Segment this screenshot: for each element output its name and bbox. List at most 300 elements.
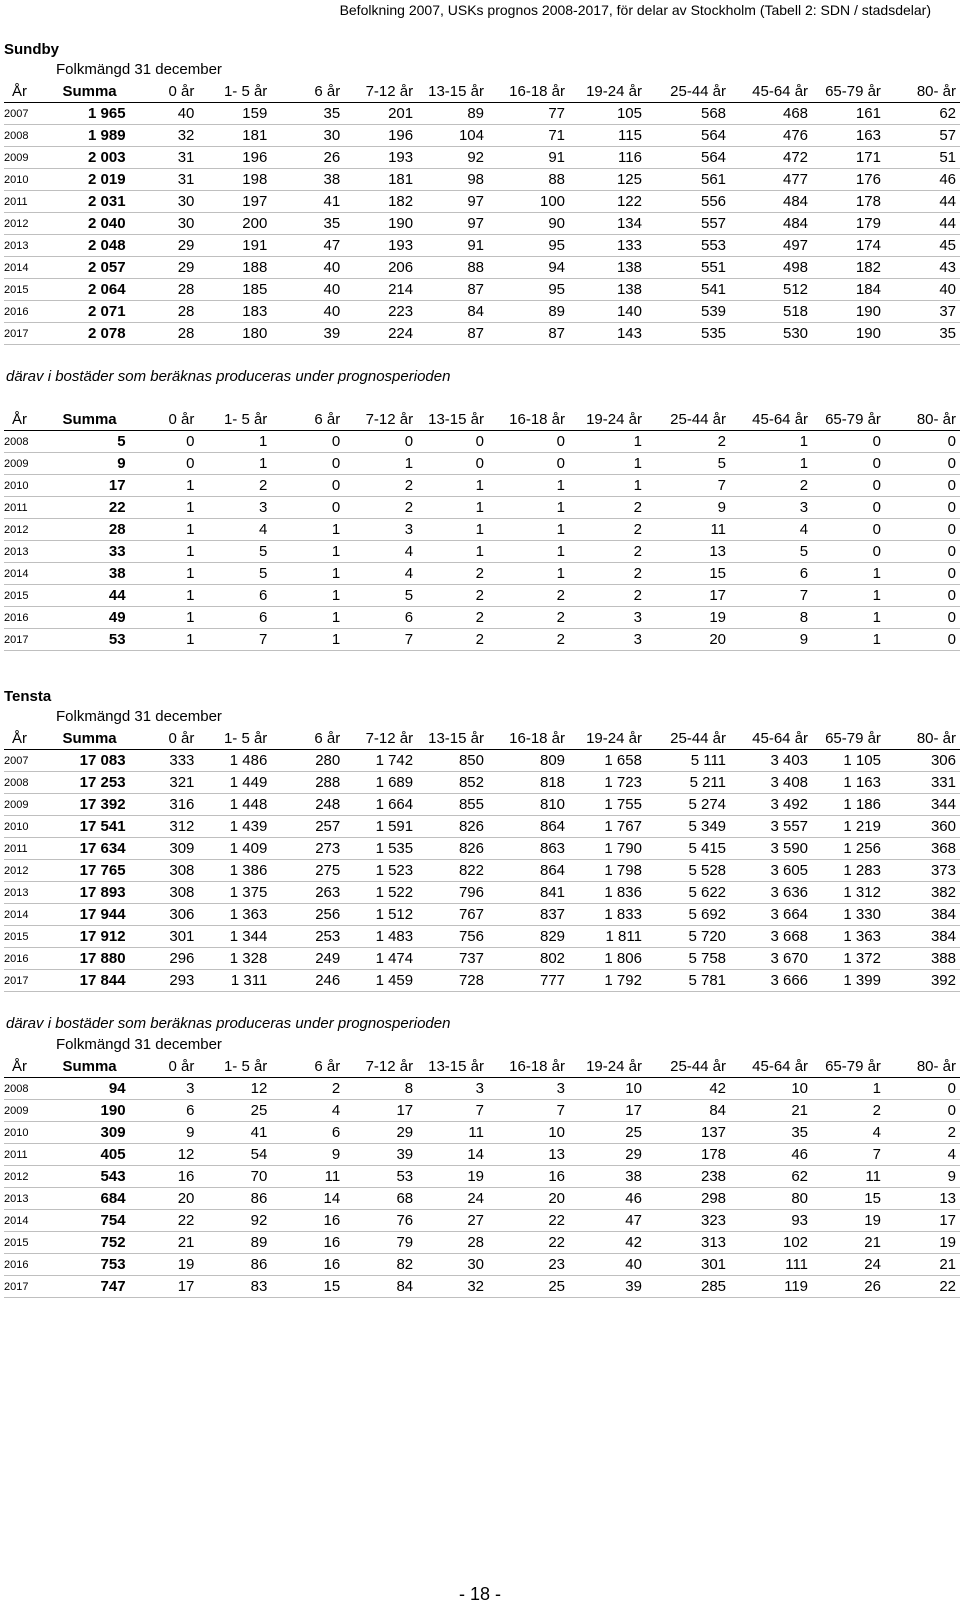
sum-cell: 5 xyxy=(42,431,129,453)
value-cell: 86 xyxy=(198,1254,271,1276)
value-cell: 5 xyxy=(344,585,417,607)
value-cell: 360 xyxy=(885,816,960,838)
value-cell: 87 xyxy=(488,323,569,345)
value-cell: 3 666 xyxy=(730,970,812,992)
value-cell: 4 xyxy=(198,519,271,541)
value-cell: 301 xyxy=(130,926,199,948)
column-header: 65-79 år xyxy=(812,727,885,750)
value-cell: 822 xyxy=(417,860,488,882)
new-housing-table-sundby xyxy=(4,408,960,651)
year-cell: 2009 xyxy=(4,794,42,816)
new-housing-subtitle: därav i bostäder som beräknas produceras under prognosperioden xyxy=(6,368,451,385)
value-cell: 19 xyxy=(646,607,730,629)
table-row xyxy=(4,1166,960,1188)
value-cell: 5 349 xyxy=(646,816,730,838)
value-cell: 77 xyxy=(488,103,569,125)
value-cell: 80 xyxy=(730,1188,812,1210)
page-title: Befolkning 2007, USKs prognos 2008-2017, för delar av Stockholm (Tabell 2: SDN / stadsdelar) xyxy=(339,2,931,18)
value-cell: 88 xyxy=(488,169,569,191)
value-cell: 46 xyxy=(569,1188,646,1210)
sum-cell: 9 xyxy=(42,453,129,475)
value-cell: 62 xyxy=(730,1166,812,1188)
page-number: - 18 - xyxy=(458,1584,501,1604)
value-cell: 30 xyxy=(130,191,199,213)
sum-cell: 33 xyxy=(42,541,129,563)
value-cell: 518 xyxy=(730,301,812,323)
value-cell: 0 xyxy=(885,1100,960,1122)
value-cell: 17 xyxy=(569,1100,646,1122)
sum-cell: 2 048 xyxy=(42,235,129,257)
sum-cell: 1 989 xyxy=(42,125,129,147)
sum-cell: 1 965 xyxy=(42,103,129,125)
table-row xyxy=(4,497,960,519)
value-cell: 94 xyxy=(488,257,569,279)
value-cell: 2 xyxy=(488,585,569,607)
value-cell: 91 xyxy=(417,235,488,257)
value-cell: 0 xyxy=(885,563,960,585)
value-cell: 3 670 xyxy=(730,948,812,970)
table-row xyxy=(4,816,960,838)
value-cell: 27 xyxy=(417,1210,488,1232)
value-cell: 4 xyxy=(344,541,417,563)
column-header: 19-24 år xyxy=(569,727,646,750)
value-cell: 5 781 xyxy=(646,970,730,992)
value-cell: 384 xyxy=(885,904,960,926)
value-cell: 115 xyxy=(569,125,646,147)
value-cell: 17 xyxy=(130,1276,199,1298)
year-cell: 2015 xyxy=(4,926,42,948)
population-subtitle: Folkmängd 31 december xyxy=(56,61,222,78)
value-cell: 11 xyxy=(271,1166,344,1188)
value-cell: 0 xyxy=(885,519,960,541)
value-cell: 182 xyxy=(344,191,417,213)
value-cell: 541 xyxy=(646,279,730,301)
column-header: 80- år xyxy=(885,408,960,431)
value-cell: 89 xyxy=(417,103,488,125)
value-cell: 32 xyxy=(417,1276,488,1298)
year-cell: 2011 xyxy=(4,191,42,213)
column-header: År xyxy=(4,727,42,750)
value-cell: 15 xyxy=(271,1276,344,1298)
value-cell: 1 xyxy=(812,563,885,585)
value-cell: 92 xyxy=(198,1210,271,1232)
table-row xyxy=(4,904,960,926)
value-cell: 28 xyxy=(130,279,199,301)
value-cell: 79 xyxy=(344,1232,417,1254)
year-cell: 2009 xyxy=(4,453,42,475)
value-cell: 384 xyxy=(885,926,960,948)
year-cell: 2008 xyxy=(4,772,42,794)
value-cell: 864 xyxy=(488,816,569,838)
sum-cell: 53 xyxy=(42,629,129,651)
value-cell: 737 xyxy=(417,948,488,970)
column-header: 1- 5 år xyxy=(198,1055,271,1078)
sum-cell: 309 xyxy=(42,1122,129,1144)
value-cell: 116 xyxy=(569,147,646,169)
value-cell: 29 xyxy=(344,1122,417,1144)
value-cell: 6 xyxy=(271,1122,344,1144)
table-row xyxy=(4,629,960,651)
value-cell: 0 xyxy=(885,607,960,629)
value-cell: 280 xyxy=(271,750,344,772)
year-cell: 2008 xyxy=(4,125,42,147)
value-cell: 47 xyxy=(569,1210,646,1232)
value-cell: 44 xyxy=(885,191,960,213)
value-cell: 183 xyxy=(198,301,271,323)
value-cell: 54 xyxy=(198,1144,271,1166)
sum-cell: 17 083 xyxy=(42,750,129,772)
table-row xyxy=(4,607,960,629)
table-row xyxy=(4,1210,960,1232)
value-cell: 6 xyxy=(344,607,417,629)
new-housing-table-tensta xyxy=(4,1055,960,1298)
sum-cell: 405 xyxy=(42,1144,129,1166)
header-row xyxy=(4,408,960,431)
value-cell: 5 111 xyxy=(646,750,730,772)
value-cell: 14 xyxy=(417,1144,488,1166)
sum-cell: 2 040 xyxy=(42,213,129,235)
value-cell: 0 xyxy=(812,519,885,541)
table-row xyxy=(4,750,960,772)
value-cell: 1 xyxy=(569,475,646,497)
value-cell: 174 xyxy=(812,235,885,257)
value-cell: 198 xyxy=(198,169,271,191)
value-cell: 2 xyxy=(646,431,730,453)
value-cell: 40 xyxy=(271,279,344,301)
value-cell: 2 xyxy=(344,475,417,497)
value-cell: 45 xyxy=(885,235,960,257)
table-row xyxy=(4,301,960,323)
year-cell: 2017 xyxy=(4,629,42,651)
column-header: 45-64 år xyxy=(730,80,812,103)
value-cell: 1 xyxy=(488,497,569,519)
value-cell: 1 xyxy=(569,453,646,475)
value-cell: 5 211 xyxy=(646,772,730,794)
value-cell: 28 xyxy=(130,323,199,345)
year-cell: 2011 xyxy=(4,1144,42,1166)
value-cell: 4 xyxy=(885,1144,960,1166)
value-cell: 9 xyxy=(730,629,812,651)
value-cell: 20 xyxy=(488,1188,569,1210)
value-cell: 43 xyxy=(885,257,960,279)
value-cell: 321 xyxy=(130,772,199,794)
value-cell: 46 xyxy=(730,1144,812,1166)
value-cell: 306 xyxy=(130,904,199,926)
value-cell: 20 xyxy=(646,629,730,651)
value-cell: 1 459 xyxy=(344,970,417,992)
column-header: 7-12 år xyxy=(344,727,417,750)
value-cell: 9 xyxy=(646,497,730,519)
value-cell: 25 xyxy=(198,1100,271,1122)
year-cell: 2013 xyxy=(4,235,42,257)
table-row xyxy=(4,1122,960,1144)
value-cell: 5 720 xyxy=(646,926,730,948)
value-cell: 1 xyxy=(271,563,344,585)
value-cell: 1 409 xyxy=(198,838,271,860)
year-cell: 2011 xyxy=(4,497,42,519)
value-cell: 98 xyxy=(417,169,488,191)
sum-cell: 94 xyxy=(42,1078,129,1100)
table-row xyxy=(4,475,960,497)
value-cell: 15 xyxy=(646,563,730,585)
year-cell: 2017 xyxy=(4,323,42,345)
value-cell: 9 xyxy=(271,1144,344,1166)
value-cell: 5 xyxy=(198,541,271,563)
value-cell: 0 xyxy=(885,497,960,519)
value-cell: 1 xyxy=(488,541,569,563)
table-row xyxy=(4,1100,960,1122)
value-cell: 1 xyxy=(488,475,569,497)
table-row xyxy=(4,541,960,563)
value-cell: 1 798 xyxy=(569,860,646,882)
value-cell: 16 xyxy=(271,1254,344,1276)
sum-cell: 17 880 xyxy=(42,948,129,970)
value-cell: 140 xyxy=(569,301,646,323)
value-cell: 309 xyxy=(130,838,199,860)
value-cell: 42 xyxy=(646,1078,730,1100)
value-cell: 4 xyxy=(812,1122,885,1144)
value-cell: 1 486 xyxy=(198,750,271,772)
value-cell: 841 xyxy=(488,882,569,904)
value-cell: 0 xyxy=(885,475,960,497)
column-header: 80- år xyxy=(885,1055,960,1078)
value-cell: 1 664 xyxy=(344,794,417,816)
new-housing-subtitle: därav i bostäder som beräknas produceras under prognosperioden xyxy=(6,1015,451,1032)
value-cell: 41 xyxy=(271,191,344,213)
value-cell: 19 xyxy=(812,1210,885,1232)
value-cell: 1 474 xyxy=(344,948,417,970)
column-header: 6 år xyxy=(271,80,344,103)
value-cell: 100 xyxy=(488,191,569,213)
value-cell: 1 xyxy=(198,453,271,475)
header-row xyxy=(4,1055,960,1078)
sum-cell: 17 912 xyxy=(42,926,129,948)
value-cell: 1 xyxy=(417,541,488,563)
column-header: 0 år xyxy=(130,1055,199,1078)
column-header: 19-24 år xyxy=(569,408,646,431)
value-cell: 796 xyxy=(417,882,488,904)
value-cell: 5 528 xyxy=(646,860,730,882)
year-cell: 2017 xyxy=(4,1276,42,1298)
value-cell: 19 xyxy=(130,1254,199,1276)
value-cell: 308 xyxy=(130,882,199,904)
value-cell: 249 xyxy=(271,948,344,970)
value-cell: 285 xyxy=(646,1276,730,1298)
year-cell: 2016 xyxy=(4,301,42,323)
value-cell: 21 xyxy=(730,1100,812,1122)
table-row xyxy=(4,948,960,970)
value-cell: 1 811 xyxy=(569,926,646,948)
table-row xyxy=(4,169,960,191)
value-cell: 293 xyxy=(130,970,199,992)
value-cell: 0 xyxy=(271,475,344,497)
value-cell: 273 xyxy=(271,838,344,860)
value-cell: 3 590 xyxy=(730,838,812,860)
year-cell: 2010 xyxy=(4,1122,42,1144)
value-cell: 89 xyxy=(198,1232,271,1254)
sum-cell: 684 xyxy=(42,1188,129,1210)
value-cell: 1 xyxy=(488,519,569,541)
year-cell: 2012 xyxy=(4,519,42,541)
value-cell: 818 xyxy=(488,772,569,794)
value-cell: 37 xyxy=(885,301,960,323)
column-header: 0 år xyxy=(130,408,199,431)
value-cell: 306 xyxy=(885,750,960,772)
value-cell: 2 xyxy=(198,475,271,497)
value-cell: 4 xyxy=(730,519,812,541)
value-cell: 42 xyxy=(569,1232,646,1254)
value-cell: 826 xyxy=(417,838,488,860)
value-cell: 38 xyxy=(271,169,344,191)
value-cell: 23 xyxy=(488,1254,569,1276)
value-cell: 40 xyxy=(271,257,344,279)
value-cell: 0 xyxy=(812,541,885,563)
column-header: 7-12 år xyxy=(344,1055,417,1078)
value-cell: 3 xyxy=(344,519,417,541)
value-cell: 4 xyxy=(271,1100,344,1122)
value-cell: 1 xyxy=(198,431,271,453)
value-cell: 1 xyxy=(812,585,885,607)
value-cell: 15 xyxy=(812,1188,885,1210)
year-cell: 2014 xyxy=(4,563,42,585)
value-cell: 1 xyxy=(812,1078,885,1100)
value-cell: 163 xyxy=(812,125,885,147)
value-cell: 323 xyxy=(646,1210,730,1232)
year-cell: 2012 xyxy=(4,860,42,882)
value-cell: 161 xyxy=(812,103,885,125)
value-cell: 17 xyxy=(344,1100,417,1122)
value-cell: 40 xyxy=(130,103,199,125)
table-row xyxy=(4,191,960,213)
value-cell: 46 xyxy=(885,169,960,191)
value-cell: 826 xyxy=(417,816,488,838)
value-cell: 21 xyxy=(812,1232,885,1254)
value-cell: 756 xyxy=(417,926,488,948)
value-cell: 39 xyxy=(344,1144,417,1166)
value-cell: 138 xyxy=(569,257,646,279)
value-cell: 564 xyxy=(646,147,730,169)
value-cell: 6 xyxy=(130,1100,199,1122)
sum-cell: 2 003 xyxy=(42,147,129,169)
value-cell: 197 xyxy=(198,191,271,213)
column-header: 1- 5 år xyxy=(198,727,271,750)
value-cell: 568 xyxy=(646,103,730,125)
year-cell: 2014 xyxy=(4,257,42,279)
value-cell: 1 806 xyxy=(569,948,646,970)
column-header: 65-79 år xyxy=(812,408,885,431)
column-header: 6 år xyxy=(271,408,344,431)
value-cell: 1 186 xyxy=(812,794,885,816)
value-cell: 182 xyxy=(812,257,885,279)
value-cell: 5 274 xyxy=(646,794,730,816)
value-cell: 122 xyxy=(569,191,646,213)
value-cell: 214 xyxy=(344,279,417,301)
value-cell: 16 xyxy=(271,1210,344,1232)
value-cell: 200 xyxy=(198,213,271,235)
column-header: 16-18 år xyxy=(488,727,569,750)
value-cell: 1 372 xyxy=(812,948,885,970)
value-cell: 3 xyxy=(569,607,646,629)
value-cell: 1 375 xyxy=(198,882,271,904)
value-cell: 1 689 xyxy=(344,772,417,794)
value-cell: 246 xyxy=(271,970,344,992)
value-cell: 1 386 xyxy=(198,860,271,882)
value-cell: 68 xyxy=(344,1188,417,1210)
value-cell: 1 328 xyxy=(198,948,271,970)
value-cell: 97 xyxy=(417,191,488,213)
table-row xyxy=(4,235,960,257)
value-cell: 44 xyxy=(885,213,960,235)
value-cell: 30 xyxy=(417,1254,488,1276)
value-cell: 3 xyxy=(198,497,271,519)
value-cell: 373 xyxy=(885,860,960,882)
value-cell: 179 xyxy=(812,213,885,235)
column-header: 45-64 år xyxy=(730,408,812,431)
value-cell: 3 xyxy=(488,1078,569,1100)
column-header: 13-15 år xyxy=(417,80,488,103)
value-cell: 1 790 xyxy=(569,838,646,860)
value-cell: 0 xyxy=(812,431,885,453)
year-cell: 2013 xyxy=(4,541,42,563)
value-cell: 0 xyxy=(130,431,199,453)
value-cell: 26 xyxy=(812,1276,885,1298)
value-cell: 316 xyxy=(130,794,199,816)
value-cell: 0 xyxy=(885,431,960,453)
value-cell: 810 xyxy=(488,794,569,816)
year-cell: 2010 xyxy=(4,169,42,191)
column-header: År xyxy=(4,408,42,431)
value-cell: 7 xyxy=(812,1144,885,1166)
value-cell: 30 xyxy=(271,125,344,147)
year-cell: 2015 xyxy=(4,279,42,301)
value-cell: 35 xyxy=(730,1122,812,1144)
value-cell: 84 xyxy=(417,301,488,323)
value-cell: 3 492 xyxy=(730,794,812,816)
value-cell: 0 xyxy=(885,1078,960,1100)
value-cell: 4 xyxy=(344,563,417,585)
value-cell: 564 xyxy=(646,125,730,147)
value-cell: 1 xyxy=(417,519,488,541)
value-cell: 2 xyxy=(417,607,488,629)
value-cell: 3 403 xyxy=(730,750,812,772)
value-cell: 5 622 xyxy=(646,882,730,904)
value-cell: 22 xyxy=(885,1276,960,1298)
year-cell: 2012 xyxy=(4,213,42,235)
value-cell: 1 512 xyxy=(344,904,417,926)
value-cell: 1 xyxy=(271,519,344,541)
value-cell: 1 344 xyxy=(198,926,271,948)
table-row xyxy=(4,1144,960,1166)
value-cell: 539 xyxy=(646,301,730,323)
value-cell: 176 xyxy=(812,169,885,191)
column-header: 0 år xyxy=(130,727,199,750)
year-cell: 2016 xyxy=(4,1254,42,1276)
column-header: Summa xyxy=(42,1055,129,1078)
value-cell: 111 xyxy=(730,1254,812,1276)
value-cell: 5 xyxy=(198,563,271,585)
value-cell: 3 xyxy=(730,497,812,519)
table-row xyxy=(4,1232,960,1254)
value-cell: 1 312 xyxy=(812,882,885,904)
value-cell: 5 758 xyxy=(646,948,730,970)
value-cell: 201 xyxy=(344,103,417,125)
value-cell: 0 xyxy=(885,629,960,651)
value-cell: 1 xyxy=(812,629,885,651)
value-cell: 0 xyxy=(885,541,960,563)
value-cell: 47 xyxy=(271,235,344,257)
table-row xyxy=(4,926,960,948)
value-cell: 10 xyxy=(730,1078,812,1100)
